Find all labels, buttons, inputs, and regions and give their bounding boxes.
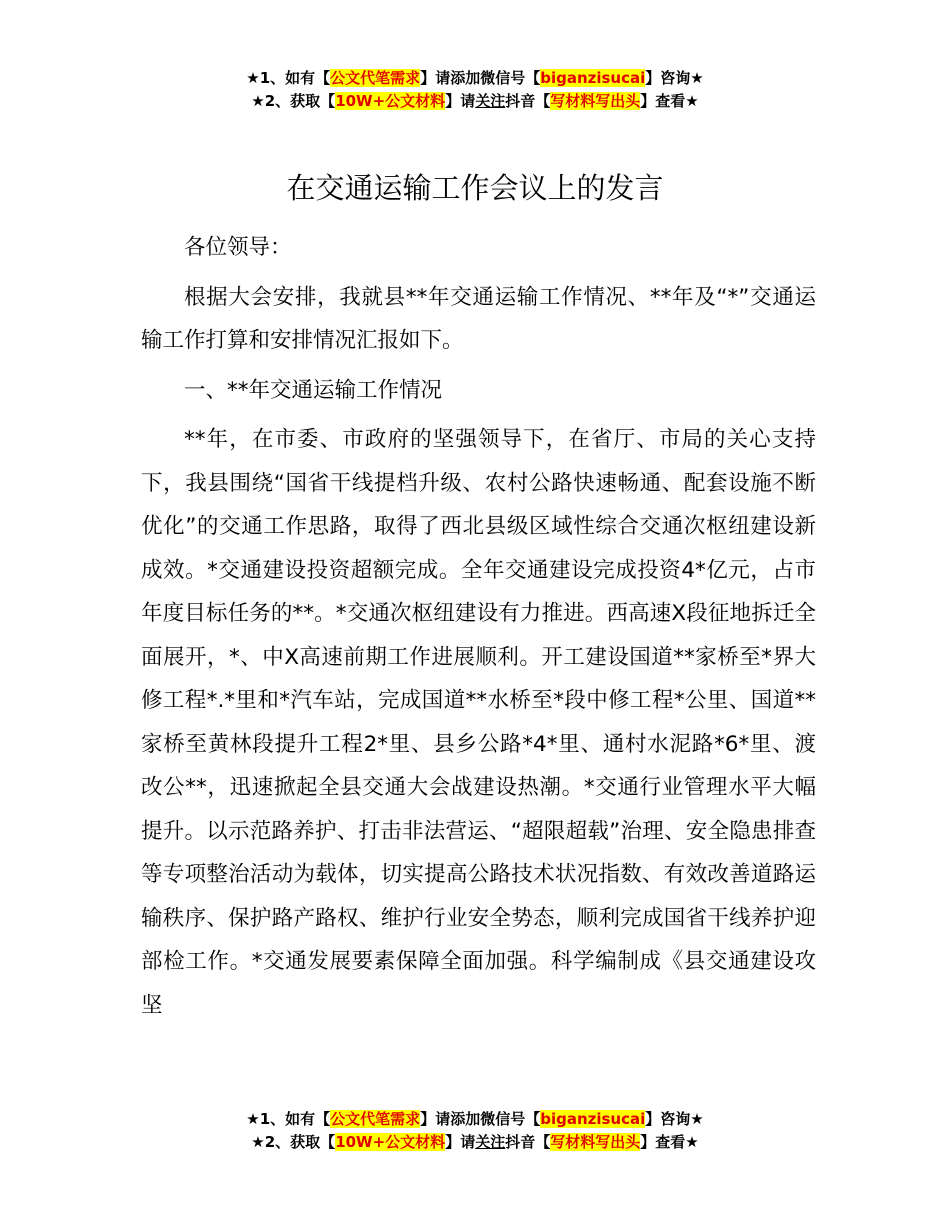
promo-line-2 (0, 1131, 950, 1154)
promo-underline: 关注 (475, 92, 506, 110)
promo-text: ★1、如有【 (246, 1110, 331, 1128)
section-heading: 一、**年交通运输工作情况 (184, 377, 443, 403)
promo-line-1 (0, 67, 950, 90)
salutation: 各位领导： (184, 235, 292, 260)
promo-text: ★2、获取【 (251, 92, 336, 110)
promo-text: 】查看★ (640, 92, 699, 110)
promo-text: 】咨询★ (645, 69, 704, 87)
promo-line-2 (0, 90, 950, 113)
document-body (141, 226, 816, 1027)
promo-text: 】请添加微信号【 (420, 69, 541, 87)
promo-banner-bottom (0, 1108, 950, 1154)
wechat-id-highlight: biganzisucai (540, 1110, 646, 1128)
promo-highlight: 10W+公文材料 (335, 1133, 446, 1151)
wechat-id-highlight: biganzisucai (540, 69, 646, 87)
promo-text: 】咨询★ (645, 1110, 704, 1128)
promo-text: 抖音【 (505, 1133, 551, 1151)
promo-line-1 (0, 1108, 950, 1131)
promo-text: 抖音【 (505, 92, 551, 110)
promo-text: 】请 (445, 1133, 476, 1151)
body-paragraph: 根据大会安排，我就县**年交通运输工作情况、**年及“*”交通运输工作打算和安排情况汇报如下。 (141, 284, 816, 353)
promo-text: ★2、获取【 (251, 1133, 336, 1151)
promo-underline: 关注 (475, 1133, 506, 1151)
promo-text: ★1、如有【 (246, 69, 331, 87)
promo-text: 】查看★ (640, 1133, 699, 1151)
promo-highlight: 10W+公文材料 (335, 92, 446, 110)
promo-highlight: 公文代笔需求 (330, 69, 421, 87)
promo-banner-top (0, 67, 950, 113)
promo-text: 】请添加微信号【 (420, 1110, 541, 1128)
body-paragraph: **年，在市委、市政府的坚强领导下，在省厅、市局的关心支持下，我县围绕“国省干线提档升级、农村公路快速畅通、配套设施不断优化”的交通工作思路，取得了西北县级区域性综合交通次枢纽建设新成效。*交通建设投资超额完成。全年交通建设完成投资4*亿元，占市年度目标任务的**。*交通次枢纽建设有力推进。西高速X段征地拆迁全面展开，*、中X高速前期工作进展顺利。开工建设国道**家桥至*界大修工程*.*里和*汽车站，完成国道**水桥至*段中修工程*公里、国道**家桥至黄林段提升工程2*里、县乡公路*4*里、通村水泥路*6*里、渡改公**，迅速掀起全县交通大会战建设热潮。*交通行业管理水平大幅提升。以示范路养护、打击非法营运、“超限超载”治理、安全隐患排查等专项整治活动为载体，切实提高公路技术状况指数、有效改善道路运输秩序、保护路产路权、维护行业安全势态，顺利完成国省干线养护迎部检工作。*交通发展要素保障全面加强。科学编制成《县交通建设攻坚 (141, 427, 816, 1018)
promo-highlight: 写材料写出头 (550, 92, 641, 110)
document-title: 在交通运输工作会议上的发言 (286, 171, 664, 205)
promo-text: 】请 (445, 92, 476, 110)
promo-highlight: 公文代笔需求 (330, 1110, 421, 1128)
promo-highlight: 写材料写出头 (550, 1133, 641, 1151)
